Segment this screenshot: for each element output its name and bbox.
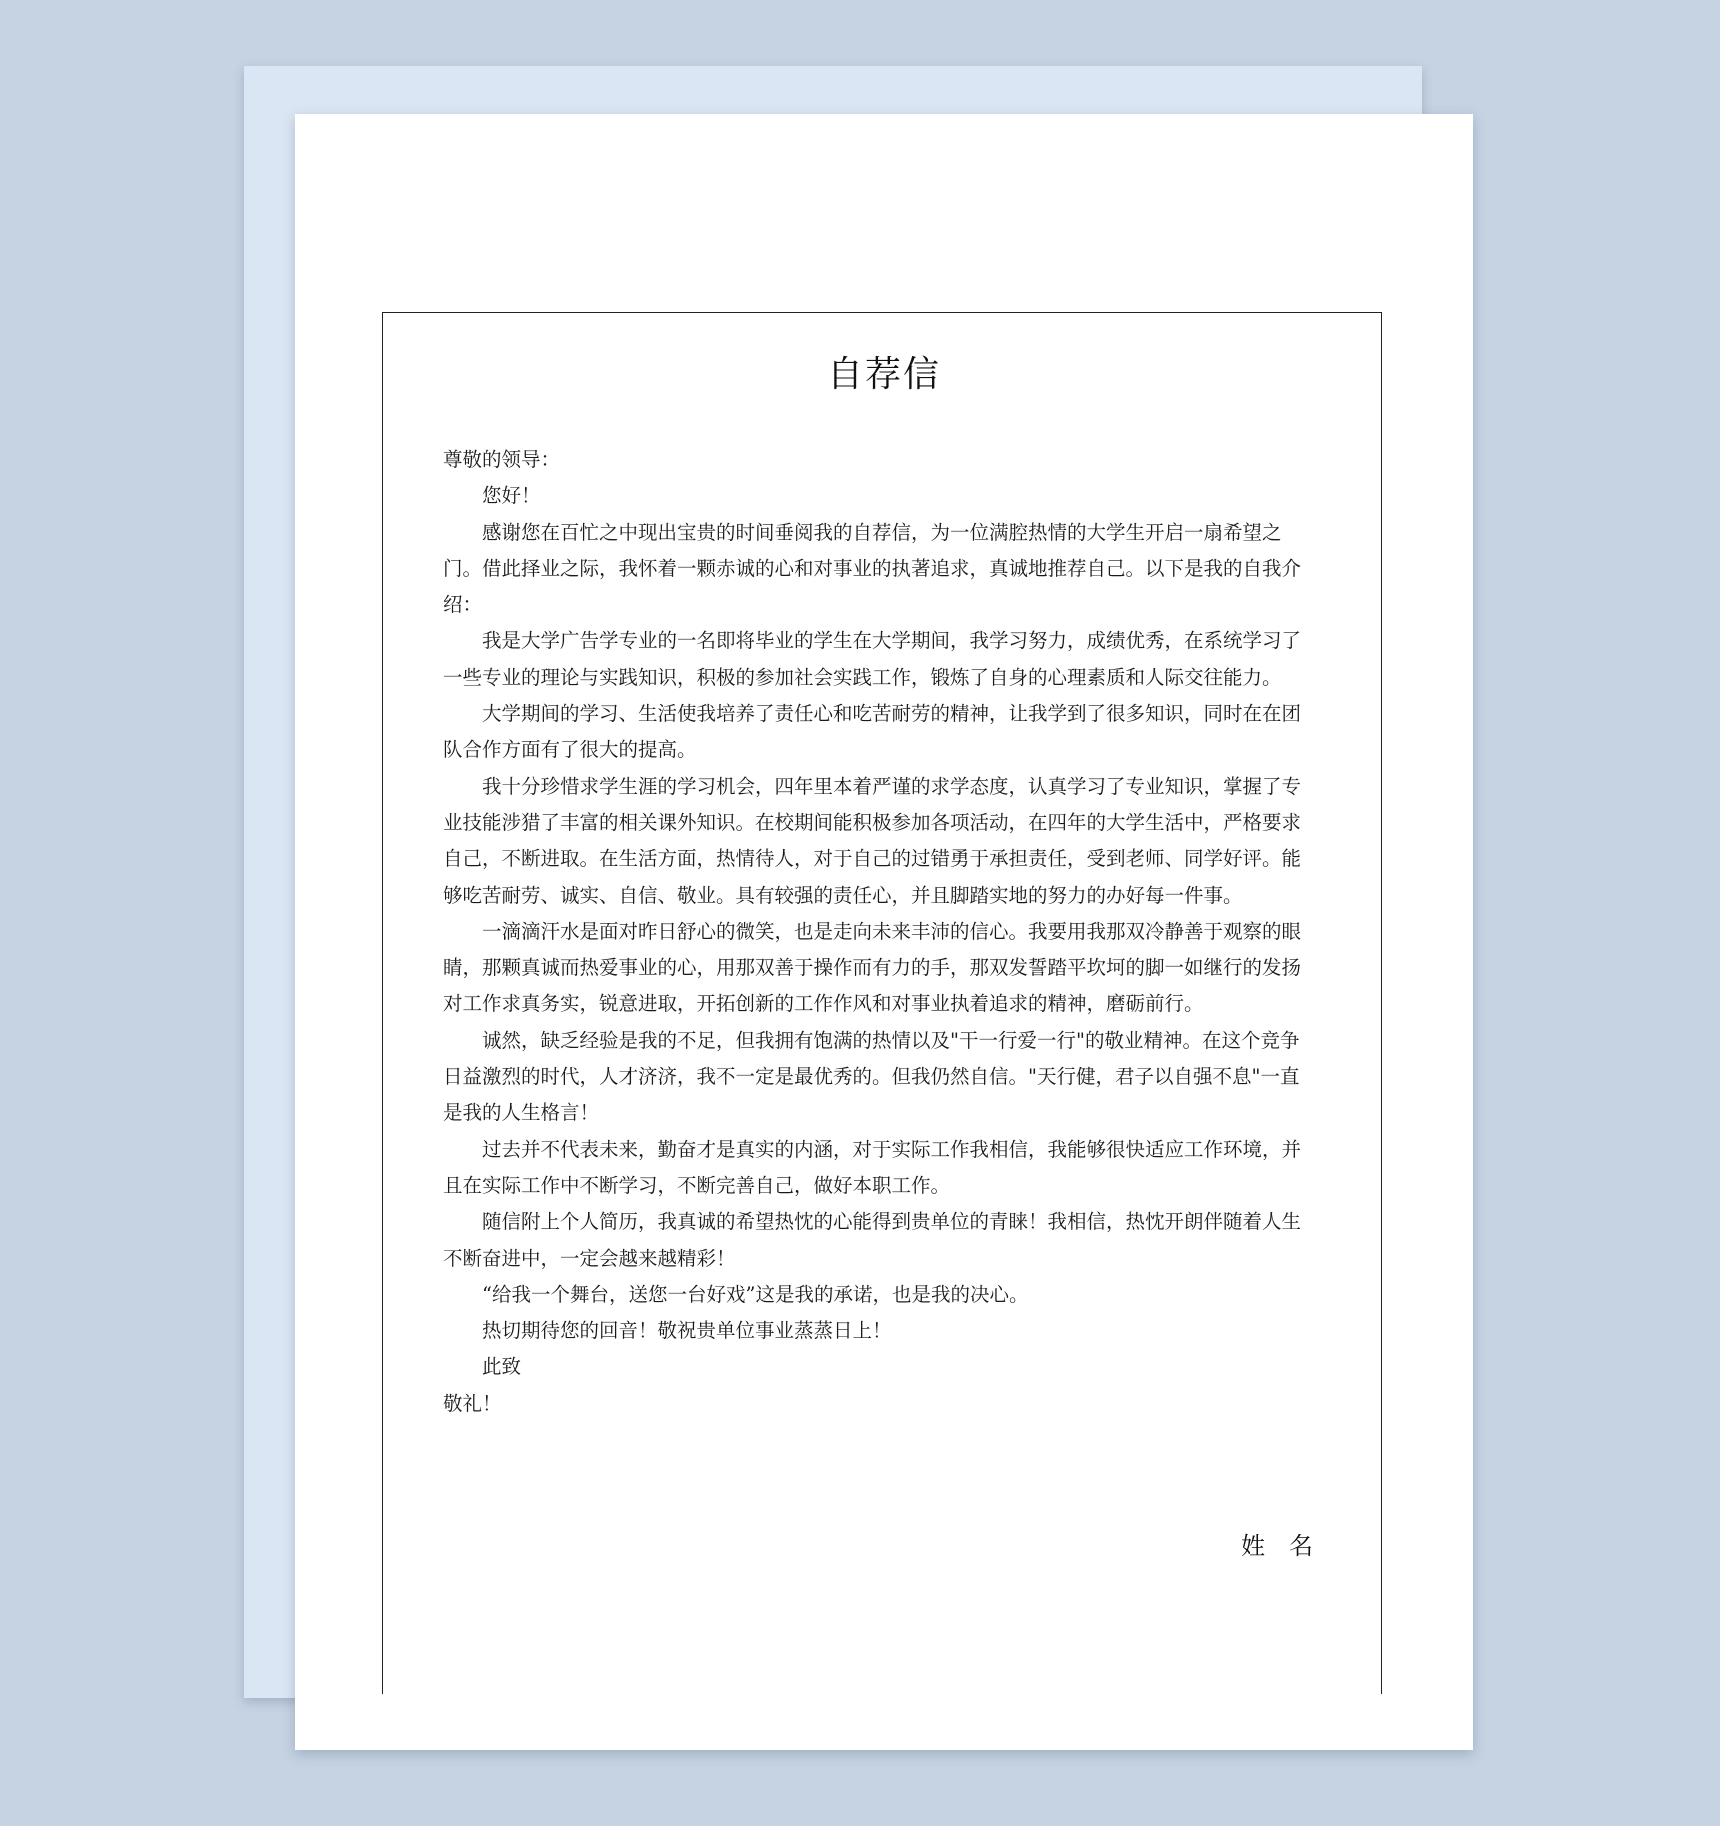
paragraph-promise: “给我一个舞台，送您一台好戏”这是我的承诺，也是我的决心。 xyxy=(482,1282,1029,1306)
page-title: 自荐信 xyxy=(826,354,941,395)
paragraph-determination: 一滴滴汗水是面对昨日舒心的微笑，也是走向未来丰沛的信心。我要用我那双冷静善于观察的眼睛，那颗真诚而热爱事业的心，用那双善于操作而有力的手，那双发誓踏平坎坷的脚一如继行的发扬对工作求真务实，锐意进取，开拓创新的工作作风和对事业执着追求的精神，磨砺前行。 xyxy=(443,919,1302,1016)
paragraph-thanks: 感谢您在百忙之中现出宝贵的时间垂阅我的自荐信，为一位满腔热情的大学生开启一扇希望之门。借此择业之际，我怀着一颗赤诚的心和对事业的执著追求，真诚地推荐自己。以下是我的自我介绍： xyxy=(443,520,1302,617)
salutation: 尊敬的领导： xyxy=(443,448,561,471)
paragraph-experience: 诚然，缺乏经验是我的不足，但我拥有饱满的热情以及"干一行爱一行"的敬业精神。在这个竞争日益激烈的时代，人才济济，我不一定是最优秀的。但我仍然自信。"天行健，君子以自强不息"一直是我的人生格言！ xyxy=(443,1028,1300,1125)
paragraph-expectation: 热切期待您的回音！敬祝贵单位事业蒸蒸日上！ xyxy=(482,1319,892,1343)
paragraph-cizhi: 此致 xyxy=(482,1355,522,1379)
paragraph-resume: 随信附上个人简历，我真诚的希望热忱的心能得到贵单位的青睐！我相信，热忱开朗伴随着人生不断奋进中，一定会越来越精彩！ xyxy=(443,1210,1302,1270)
closing: 敬礼！ xyxy=(443,1391,502,1415)
paragraph-study: 我十分珍惜求学生涯的学习机会，四年里本着严谨的求学态度，认真学习了专业知识，掌握了专业技能涉猎了丰富的相关课外知识。在校期间能积极参加各项活动，在四年的大学生活中，严格要求自己，不断进取。在生活方面，热情待人，对于自己的过错勇于承担责任，受到老师、同学好评。能够吃苦耐劳、诚实、自信、敬业。具有较强的责任心，并且脚踏实地的努力的办好每一件事。 xyxy=(443,774,1302,907)
signature: 姓 名 xyxy=(1241,1532,1313,1560)
paragraph-education: 我是大学广告学专业的一名即将毕业的学生在大学期间，我学习努力，成绩优秀，在系统学习了一些专业的理论与实践知识，积极的参加社会实践工作，锻炼了自身的心理素质和人际交往能力。 xyxy=(443,629,1302,689)
paragraph-greeting: 您好！ xyxy=(482,484,541,508)
paragraph-future: 过去并不代表未来，勤奋才是真实的内涵，对于实际工作我相信，我能够很快适应工作环境，并且在实际工作中不断学习，不断完善自己，做好本职工作。 xyxy=(443,1137,1302,1197)
letter-body xyxy=(443,442,1313,1422)
paragraph-responsibility: 大学期间的学习、生活使我培养了责任心和吃苦耐劳的精神，让我学到了很多知识，同时在在团队合作方面有了很大的提高。 xyxy=(443,702,1302,762)
document-page xyxy=(295,114,1473,1750)
